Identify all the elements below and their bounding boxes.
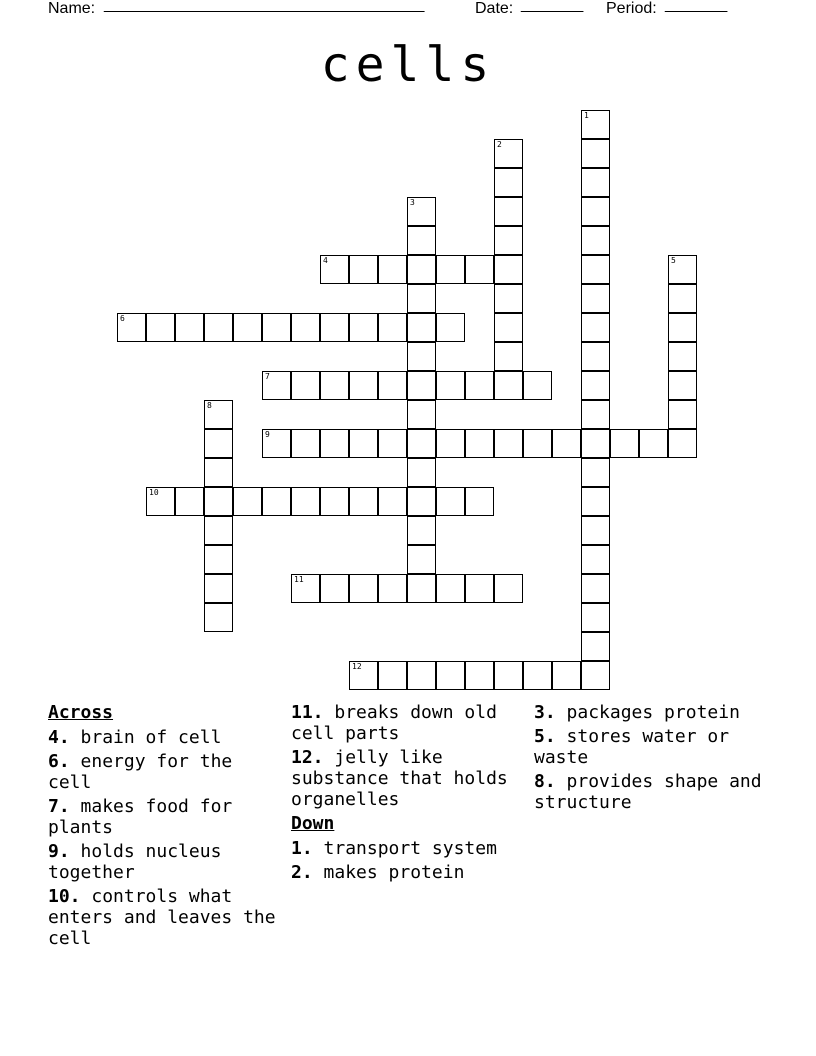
grid-cell[interactable] — [349, 255, 378, 284]
grid-cell[interactable] — [204, 313, 233, 342]
clue-number-label: 9. — [48, 841, 70, 862]
grid-cell[interactable] — [407, 371, 436, 400]
clue-text: packages protein — [555, 702, 740, 723]
grid-cell[interactable] — [668, 371, 697, 400]
grid-cell[interactable] — [262, 371, 291, 400]
grid-cell[interactable] — [465, 255, 494, 284]
grid-cell[interactable] — [407, 255, 436, 284]
clue-number-label: 2. — [291, 862, 313, 883]
grid-cell[interactable] — [494, 313, 523, 342]
clue-number-label: 10. — [48, 886, 81, 907]
grid-cell[interactable] — [523, 371, 552, 400]
grid-cell[interactable] — [117, 313, 146, 342]
grid-cell[interactable] — [291, 313, 320, 342]
grid-cell[interactable] — [465, 429, 494, 458]
grid-cell[interactable] — [262, 429, 291, 458]
name-label: Name: — [48, 0, 96, 17]
grid-cell[interactable] — [204, 429, 233, 458]
grid-cell[interactable] — [204, 400, 233, 429]
clue-number-label: 12. — [291, 747, 324, 768]
grid-cell[interactable] — [494, 429, 523, 458]
clue-number-label: 5. — [534, 726, 556, 747]
grid-cell[interactable] — [668, 255, 697, 284]
grid-cell[interactable] — [436, 429, 465, 458]
clue-text: transport system — [312, 838, 497, 859]
clue-text: breaks down old cell parts — [291, 702, 508, 744]
clue-number-label: 1. — [291, 838, 313, 859]
grid-cell[interactable] — [494, 226, 523, 255]
down-clue — [534, 726, 769, 768]
across-heading: Across — [48, 702, 114, 723]
grid-cell[interactable] — [407, 342, 436, 371]
grid-cell[interactable] — [523, 429, 552, 458]
grid-cell[interactable] — [320, 255, 349, 284]
grid-cell[interactable] — [378, 661, 407, 690]
grid-cell[interactable] — [407, 197, 436, 226]
clue-number: 10 — [149, 488, 159, 497]
grid-cell[interactable] — [320, 429, 349, 458]
grid-cell[interactable] — [581, 516, 610, 545]
grid-cell[interactable] — [581, 603, 610, 632]
grid-cell[interactable] — [436, 371, 465, 400]
grid-cell[interactable] — [581, 313, 610, 342]
grid-cell[interactable] — [436, 255, 465, 284]
clue-text: holds nucleus together — [48, 841, 233, 883]
grid-cell[interactable] — [320, 487, 349, 516]
clue-number-label: 11. — [291, 702, 324, 723]
grid-cell[interactable] — [581, 574, 610, 603]
grid-cell[interactable] — [581, 371, 610, 400]
clue-text: stores water or waste — [534, 726, 740, 768]
grid-cell[interactable] — [407, 400, 436, 429]
grid-cell[interactable] — [146, 313, 175, 342]
grid-cell[interactable] — [407, 458, 436, 487]
grid-cell[interactable] — [407, 545, 436, 574]
grid-cell[interactable] — [407, 516, 436, 545]
grid-cell[interactable] — [494, 661, 523, 690]
grid-cell[interactable] — [407, 661, 436, 690]
across-clue — [48, 841, 283, 883]
grid-cell[interactable] — [233, 313, 262, 342]
clue-text: energy for the cell — [48, 751, 244, 793]
clue-number: 11 — [294, 575, 304, 584]
grid-cell[interactable] — [349, 661, 378, 690]
grid-cell[interactable] — [465, 574, 494, 603]
grid-cell[interactable] — [436, 487, 465, 516]
period-label: Period: — [606, 0, 657, 17]
grid-cell[interactable] — [320, 371, 349, 400]
down-clue — [291, 862, 526, 883]
grid-cell[interactable] — [146, 487, 175, 516]
grid-cell[interactable] — [668, 400, 697, 429]
grid-cell[interactable] — [291, 487, 320, 516]
grid-cell[interactable] — [668, 342, 697, 371]
grid-cell[interactable] — [494, 371, 523, 400]
clue-text: makes food for plants — [48, 796, 244, 838]
puzzle-title: cells — [320, 37, 496, 93]
clue-number: 6 — [120, 314, 125, 323]
grid-cell[interactable] — [494, 255, 523, 284]
clue-number: 5 — [671, 256, 676, 265]
name-line[interactable]: ____________________________________ — [104, 0, 425, 13]
clue-number-label: 4. — [48, 727, 70, 748]
grid-cell[interactable] — [581, 661, 610, 690]
grid-cell[interactable] — [465, 371, 494, 400]
across-clue — [48, 796, 283, 838]
clue-number: 1 — [584, 111, 589, 120]
grid-cell[interactable] — [378, 371, 407, 400]
across-clue — [291, 747, 526, 810]
down-heading: Down — [291, 813, 335, 834]
grid-cell[interactable] — [610, 429, 639, 458]
grid-cell[interactable] — [407, 226, 436, 255]
grid-cell[interactable] — [552, 661, 581, 690]
clue-number: 12 — [352, 662, 362, 671]
clue-number: 2 — [497, 140, 502, 149]
grid-cell[interactable] — [668, 429, 697, 458]
grid-cell[interactable] — [581, 429, 610, 458]
down-clue — [534, 702, 769, 723]
grid-cell[interactable] — [552, 429, 581, 458]
grid-cell[interactable] — [175, 313, 204, 342]
across-clue — [48, 751, 283, 793]
clue-number-label: 7. — [48, 796, 70, 817]
grid-cell[interactable] — [436, 574, 465, 603]
grid-cell[interactable] — [494, 139, 523, 168]
clue-text: brain of cell — [69, 727, 222, 748]
grid-cell[interactable] — [378, 487, 407, 516]
grid-cell[interactable] — [581, 255, 610, 284]
grid-cell[interactable] — [262, 487, 291, 516]
grid-cell[interactable] — [639, 429, 668, 458]
grid-cell[interactable] — [581, 632, 610, 661]
grid-cell[interactable] — [494, 574, 523, 603]
clue-column-2 — [291, 702, 526, 886]
grid-cell[interactable] — [378, 313, 407, 342]
date-label: Date: — [475, 0, 514, 17]
grid-cell[interactable] — [581, 139, 610, 168]
grid-cell[interactable] — [407, 284, 436, 313]
grid-cell[interactable] — [204, 458, 233, 487]
grid-cell[interactable] — [581, 168, 610, 197]
clue-column-1 — [48, 702, 287, 952]
grid-cell[interactable] — [581, 400, 610, 429]
clue-number: 8 — [207, 401, 212, 410]
grid-cell[interactable] — [204, 516, 233, 545]
grid-cell[interactable] — [494, 284, 523, 313]
across-clue — [291, 702, 526, 744]
grid-cell[interactable] — [204, 545, 233, 574]
grid-cell[interactable] — [581, 458, 610, 487]
grid-cell[interactable] — [349, 371, 378, 400]
grid-cell[interactable] — [668, 284, 697, 313]
grid-cell[interactable] — [320, 313, 349, 342]
grid-cell[interactable] — [436, 661, 465, 690]
grid-cell[interactable] — [494, 168, 523, 197]
down-clue — [534, 771, 773, 813]
grid-cell[interactable] — [407, 574, 436, 603]
grid-cell[interactable] — [581, 110, 610, 139]
clue-number-label: 6. — [48, 751, 70, 772]
grid-cell[interactable] — [581, 487, 610, 516]
grid-cell[interactable] — [349, 429, 378, 458]
grid-cell[interactable] — [349, 313, 378, 342]
grid-cell[interactable] — [407, 429, 436, 458]
grid-cell[interactable] — [581, 284, 610, 313]
date-line[interactable]: _______ — [521, 0, 584, 13]
grid-cell[interactable] — [262, 313, 291, 342]
grid-cell[interactable] — [378, 255, 407, 284]
grid-cell[interactable] — [349, 574, 378, 603]
clue-number: 9 — [265, 430, 270, 439]
across-clue — [48, 886, 287, 949]
down-clue — [291, 838, 526, 859]
clue-text: makes protein — [312, 862, 465, 883]
clue-text: controls what enters and leaves the cell — [48, 886, 287, 949]
grid-cell[interactable] — [581, 226, 610, 255]
grid-cell[interactable] — [291, 371, 320, 400]
clue-text: provides shape and structure — [534, 771, 773, 813]
across-clue — [48, 727, 283, 748]
grid-cell[interactable] — [407, 487, 436, 516]
clue-number-label: 3. — [534, 702, 556, 723]
grid-cell[interactable] — [349, 487, 378, 516]
grid-cell[interactable] — [204, 603, 233, 632]
grid-cell[interactable] — [233, 487, 262, 516]
grid-cell[interactable] — [581, 545, 610, 574]
grid-cell[interactable] — [494, 342, 523, 371]
grid-cell[interactable] — [436, 313, 465, 342]
clue-column-3 — [534, 702, 773, 816]
clue-number: 4 — [323, 256, 328, 265]
grid-cell[interactable] — [291, 429, 320, 458]
clue-number: 7 — [265, 372, 270, 381]
clue-number: 3 — [410, 198, 415, 207]
period-line[interactable]: _______ — [665, 0, 728, 13]
grid-cell[interactable] — [581, 342, 610, 371]
grid-cell[interactable] — [378, 429, 407, 458]
grid-cell[interactable] — [320, 574, 349, 603]
grid-cell[interactable] — [378, 574, 407, 603]
grid-cell[interactable] — [668, 313, 697, 342]
grid-cell[interactable] — [175, 487, 204, 516]
grid-cell[interactable] — [465, 487, 494, 516]
clue-number-label: 8. — [534, 771, 556, 792]
grid-cell[interactable] — [494, 197, 523, 226]
grid-cell[interactable] — [204, 487, 233, 516]
grid-cell[interactable] — [581, 197, 610, 226]
clue-text: jelly like substance that holds organelles — [291, 747, 519, 810]
grid-cell[interactable] — [204, 574, 233, 603]
grid-cell[interactable] — [465, 661, 494, 690]
grid-cell[interactable] — [291, 574, 320, 603]
grid-cell[interactable] — [407, 313, 436, 342]
grid-cell[interactable] — [523, 661, 552, 690]
